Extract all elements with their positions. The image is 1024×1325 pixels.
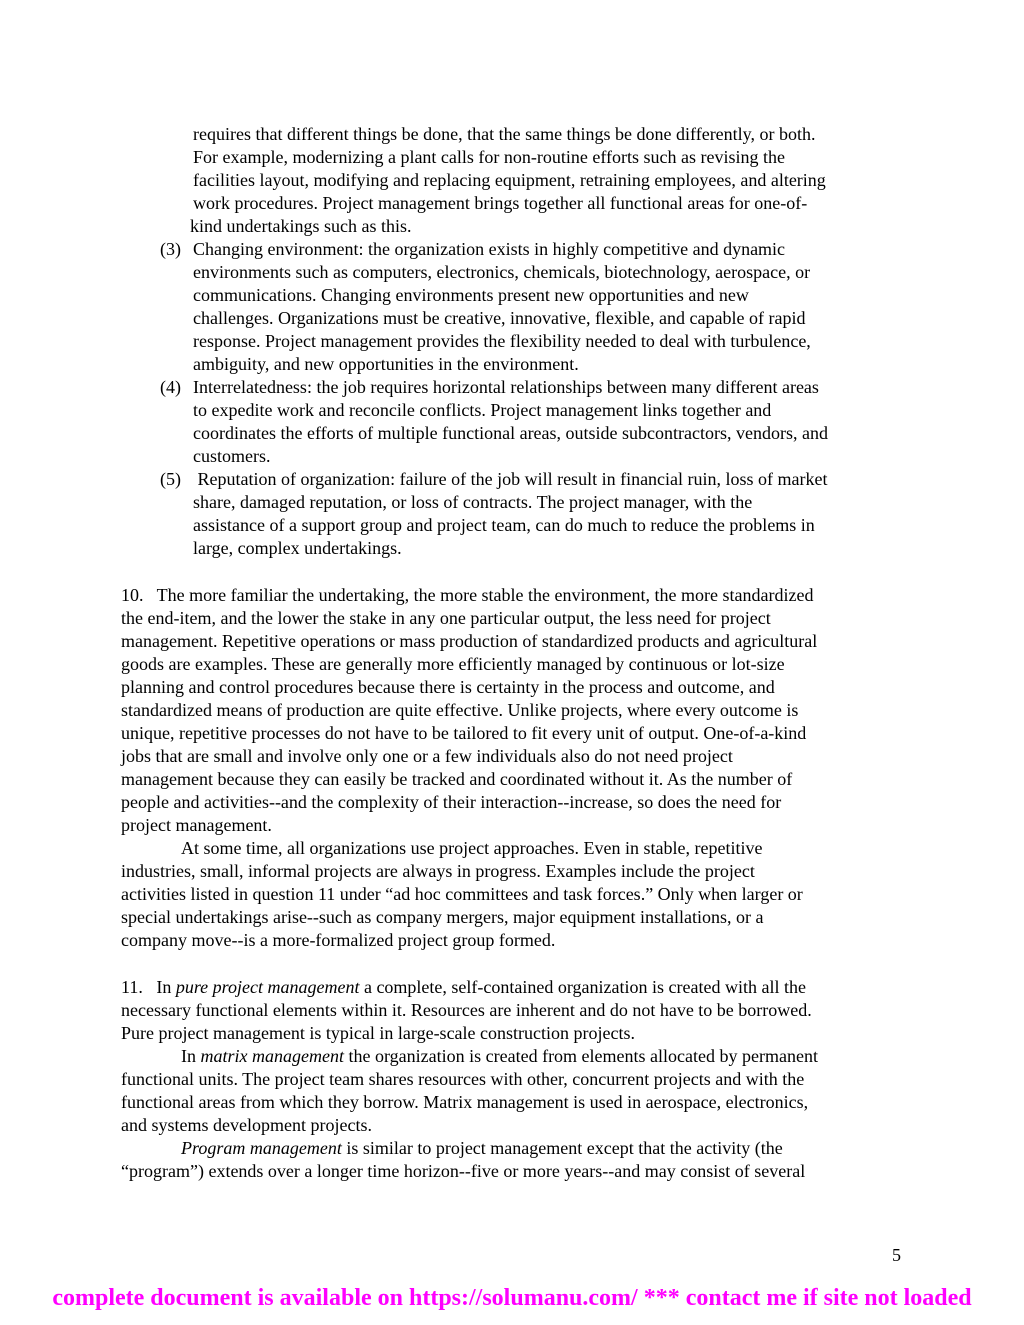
page-number: 5 bbox=[892, 1245, 901, 1265]
text-line: “program”) extends over a longer time horizon--five or more years--and may consist of several bbox=[121, 1161, 806, 1181]
text-line: Reputation of organization: failure of the job will result in financial ruin, loss of market bbox=[193, 469, 828, 489]
text-line: kind undertakings such as this. bbox=[190, 216, 412, 236]
text-line: company move--is a more-formalized project group formed. bbox=[121, 930, 556, 950]
text-line: customers. bbox=[193, 446, 271, 466]
text-line: environments such as computers, electronics, chemicals, biotechnology, aerospace, or bbox=[193, 262, 811, 282]
list-number: (5) bbox=[160, 469, 181, 489]
text-line: Pure project management is typical in large-scale construction projects. bbox=[121, 1023, 635, 1043]
text-line: ambiguity, and new opportunities in the environment. bbox=[193, 354, 579, 374]
text-line: unique, repetitive processes do not have to be tailored to fit every unit of output. One-of-a-kind bbox=[121, 723, 807, 743]
text-line: 10. The more familiar the undertaking, the more stable the environment, the more standardized bbox=[121, 585, 814, 605]
text-line: management because they can easily be tracked and coordinated without it. As the number of bbox=[121, 769, 793, 789]
text-line: project management. bbox=[121, 815, 272, 835]
text-run: a complete, self-contained organization is created with all the bbox=[359, 977, 806, 997]
text-line: activities listed in question 11 under “ad hoc committees and task forces.” Only when larger or bbox=[121, 884, 803, 904]
emphasized-term: matrix management bbox=[200, 1046, 344, 1066]
text-line: Changing environment: the organization exists in highly competitive and dynamic bbox=[193, 239, 786, 259]
text-line: functional units. The project team shares resources with other, concurrent projects and with the bbox=[121, 1069, 805, 1089]
text-run: In bbox=[181, 1046, 201, 1066]
text-line: necessary functional elements within it. Resources are inherent and do not have to be borrowed. bbox=[121, 1000, 812, 1020]
emphasized-term: pure project management bbox=[175, 977, 360, 997]
text-line: and systems development projects. bbox=[121, 1115, 372, 1135]
text-run: the organization is created from elements allocated by permanent bbox=[343, 1046, 818, 1066]
text-line: assistance of a support group and project team, can do much to reduce the problems in bbox=[193, 515, 815, 535]
text-line bbox=[181, 1045, 818, 1068]
text-line: work procedures. Project management brings together all functional areas for one-of- bbox=[193, 193, 808, 213]
text-line: jobs that are small and involve only one or a few individuals also do not need project bbox=[121, 746, 733, 766]
text-line: challenges. Organizations must be creative, innovative, flexible, and capable of rapid bbox=[193, 308, 806, 328]
text-line: At some time, all organizations use project approaches. Even in stable, repetitive bbox=[181, 838, 763, 858]
text-line: share, damaged reputation, or loss of contracts. The project manager, with the bbox=[193, 492, 753, 512]
text-line bbox=[121, 976, 806, 999]
text-line: goods are examples. These are generally more efficiently managed by continuous or lot-size bbox=[121, 654, 785, 674]
text-line: special undertakings arise--such as company mergers, major equipment installations, or a bbox=[121, 907, 764, 927]
text-line: For example, modernizing a plant calls for non-routine efforts such as revising the bbox=[193, 147, 786, 167]
list-number: (3) bbox=[160, 239, 181, 259]
text-line: functional areas from which they borrow. Matrix management is used in aerospace, electronics, bbox=[121, 1092, 809, 1112]
text-line: facilities layout, modifying and replacing equipment, retraining employees, and altering bbox=[193, 170, 826, 190]
text-line: planning and control procedures because there is certainty in the process and outcome, and bbox=[121, 677, 775, 697]
list-number: (4) bbox=[160, 377, 181, 397]
text-line: communications. Changing environments present new opportunities and new bbox=[193, 285, 749, 305]
text-line: industries, small, informal projects are always in progress. Examples include the project bbox=[121, 861, 755, 881]
text-line: coordinates the efforts of multiple functional areas, outside subcontractors, vendors, and bbox=[193, 423, 828, 443]
text-line: Interrelatedness: the job requires horizontal relationships between many different areas bbox=[193, 377, 819, 397]
footer-banner: complete document is available on https://solumanu.com/ *** contact me if site not loaded bbox=[52, 1285, 972, 1311]
text-run: is similar to project management except that the activity (the bbox=[341, 1138, 783, 1158]
emphasized-term: Program management bbox=[181, 1138, 342, 1158]
text-line: the end-item, and the lower the stake in any one particular output, the less need for project bbox=[121, 608, 771, 628]
text-line: management. Repetitive operations or mass production of standardized products and agricultural bbox=[121, 631, 818, 651]
text-line: to expedite work and reconcile conflicts. Project management links together and bbox=[193, 400, 772, 420]
text-run: 11. In bbox=[121, 977, 176, 997]
text-line: people and activities--and the complexity of their interaction--increase, so does the need for bbox=[121, 792, 782, 812]
text-line: large, complex undertakings. bbox=[193, 538, 402, 558]
text-line: response. Project management provides the flexibility needed to deal with turbulence, bbox=[193, 331, 811, 351]
text-line bbox=[181, 1137, 783, 1160]
text-line: standardized means of production are quite effective. Unlike projects, where every outcome is bbox=[121, 700, 799, 720]
text-line: requires that different things be done, that the same things be done differently, or both. bbox=[193, 124, 816, 144]
